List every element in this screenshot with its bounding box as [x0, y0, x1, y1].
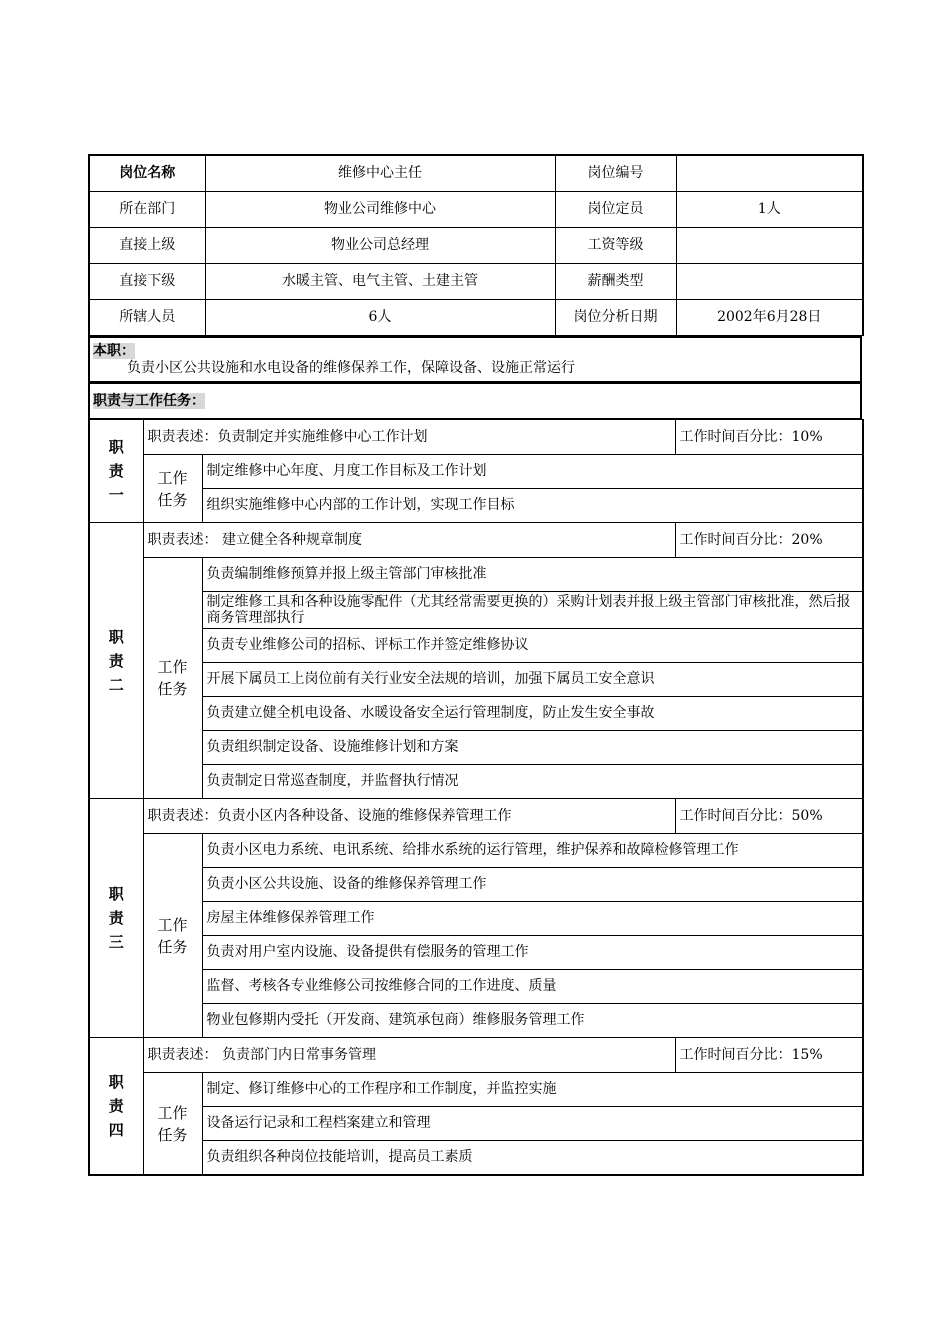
task-row [89, 1107, 863, 1141]
header-row [89, 192, 863, 228]
task-item: 负责制定日常巡查制度，并监督执行情况 [202, 765, 863, 799]
task-row [89, 629, 863, 663]
task-item: 负责编制维修预算并报上级主管部门审核批准 [202, 558, 863, 592]
task-row [89, 558, 863, 592]
duty-text: 负责小区公共设施和水电设备的维修保养工作，保障设备、设施正常运行 [127, 360, 575, 376]
responsibility-desc: 职责表述： 建立健全各种规章制度 [143, 523, 675, 558]
header-label: 所辖人员 [89, 300, 205, 336]
header-label: 直接上级 [89, 228, 205, 264]
task-item: 房屋主体维修保养管理工作 [202, 902, 863, 936]
header-value: 2002年6月28日 [676, 300, 863, 336]
task-row [89, 697, 863, 731]
responsibilities-table [88, 419, 864, 1176]
task-item: 负责组织制定设备、设施维修计划和方案 [202, 731, 863, 765]
header-value [676, 155, 863, 192]
header-row [89, 228, 863, 264]
header-label: 直接下级 [89, 264, 205, 300]
task-item: 负责对用户室内设施、设备提供有偿服务的管理工作 [202, 936, 863, 970]
responsibility-desc: 职责表述： 负责部门内日常事务管理 [143, 1038, 675, 1073]
time-percentage: 工作时间百分比：50% [675, 799, 863, 834]
header-label: 岗位编号 [555, 155, 676, 192]
responsibility-desc: 职责表述：负责小区内各种设备、设施的维修保养管理工作 [143, 799, 675, 834]
task-item: 制定维修中心年度、月度工作目标及工作计划 [202, 455, 863, 489]
task-label: 工作 任务 [143, 834, 202, 1038]
header-row [89, 155, 863, 192]
task-row [89, 765, 863, 799]
task-item: 设备运行记录和工程档案建立和管理 [202, 1107, 863, 1141]
responsibility-label: 职 责 二 [89, 523, 143, 799]
responsibilities-heading: 职责与工作任务： [93, 392, 205, 409]
task-row [89, 1073, 863, 1107]
header-label: 岗位名称 [89, 155, 205, 192]
duty-heading: 本职： [93, 343, 135, 359]
time-percentage: 工作时间百分比：10% [675, 420, 863, 455]
task-row [89, 1141, 863, 1176]
job-description-document [88, 154, 862, 1176]
responsibility-desc-row [89, 1038, 863, 1073]
responsibility-label: 职 责 一 [89, 420, 143, 523]
header-row [89, 300, 863, 336]
header-value: 水暖主管、电气主管、土建主管 [205, 264, 555, 300]
header-table [88, 154, 864, 336]
header-label: 工资等级 [555, 228, 676, 264]
time-percentage: 工作时间百分比：20% [675, 523, 863, 558]
responsibility-desc-row [89, 799, 863, 834]
task-row [89, 834, 863, 868]
header-label: 岗位分析日期 [555, 300, 676, 336]
task-item: 物业包修期内受托（开发商、建筑承包商）维修服务管理工作 [202, 1004, 863, 1038]
task-row [89, 936, 863, 970]
task-row [89, 455, 863, 489]
header-row [89, 264, 863, 300]
task-item: 组织实施维修中心内部的工作计划，实现工作目标 [202, 489, 863, 523]
task-row [89, 489, 863, 523]
task-row [89, 731, 863, 765]
responsibilities-heading-cell [89, 384, 861, 419]
header-value: 6人 [205, 300, 555, 336]
header-label: 岗位定员 [555, 192, 676, 228]
responsibilities-heading-table [88, 383, 862, 419]
responsibility-desc: 职责表述：负责制定并实施维修中心工作计划 [143, 420, 675, 455]
header-value [676, 228, 863, 264]
header-label: 所在部门 [89, 192, 205, 228]
task-label: 工作 任务 [143, 558, 202, 799]
header-value: 维修中心主任 [205, 155, 555, 192]
responsibility-label: 职 责 四 [89, 1038, 143, 1176]
duty-cell [89, 337, 861, 382]
task-item: 负责小区电力系统、电讯系统、给排水系统的运行管理，维护保养和故障检修管理工作 [202, 834, 863, 868]
header-value: 物业公司总经理 [205, 228, 555, 264]
task-row [89, 970, 863, 1004]
task-label: 工作 任务 [143, 455, 202, 523]
task-item: 负责建立健全机电设备、水暖设备安全运行管理制度，防止发生安全事故 [202, 697, 863, 731]
task-item: 负责专业维修公司的招标、评标工作并签定维修协议 [202, 629, 863, 663]
responsibility-desc-row [89, 523, 863, 558]
task-row [89, 592, 863, 629]
header-value: 物业公司维修中心 [205, 192, 555, 228]
task-label: 工作 任务 [143, 1073, 202, 1176]
task-item: 监督、考核各专业维修公司按维修合同的工作进度、质量 [202, 970, 863, 1004]
header-label: 薪酬类型 [555, 264, 676, 300]
task-row [89, 868, 863, 902]
responsibility-desc-row [89, 420, 863, 455]
duty-section [88, 336, 862, 383]
task-row [89, 902, 863, 936]
task-item: 开展下属员工上岗位前有关行业安全法规的培训，加强下属员工安全意识 [202, 663, 863, 697]
time-percentage: 工作时间百分比：15% [675, 1038, 863, 1073]
task-item: 制定维修工具和各种设施零配件（尤其经常需要更换的）采购计划表并报上级主管部门审核批准，然后报商务管理部执行 [202, 592, 863, 629]
responsibility-label: 职 责 三 [89, 799, 143, 1038]
task-item: 制定、修订维修中心的工作程序和工作制度，并监控实施 [202, 1073, 863, 1107]
header-value: 1人 [676, 192, 863, 228]
header-value [676, 264, 863, 300]
task-item: 负责组织各种岗位技能培训，提高员工素质 [202, 1141, 863, 1176]
task-row [89, 1004, 863, 1038]
task-row [89, 663, 863, 697]
task-item: 负责小区公共设施、设备的维修保养管理工作 [202, 868, 863, 902]
